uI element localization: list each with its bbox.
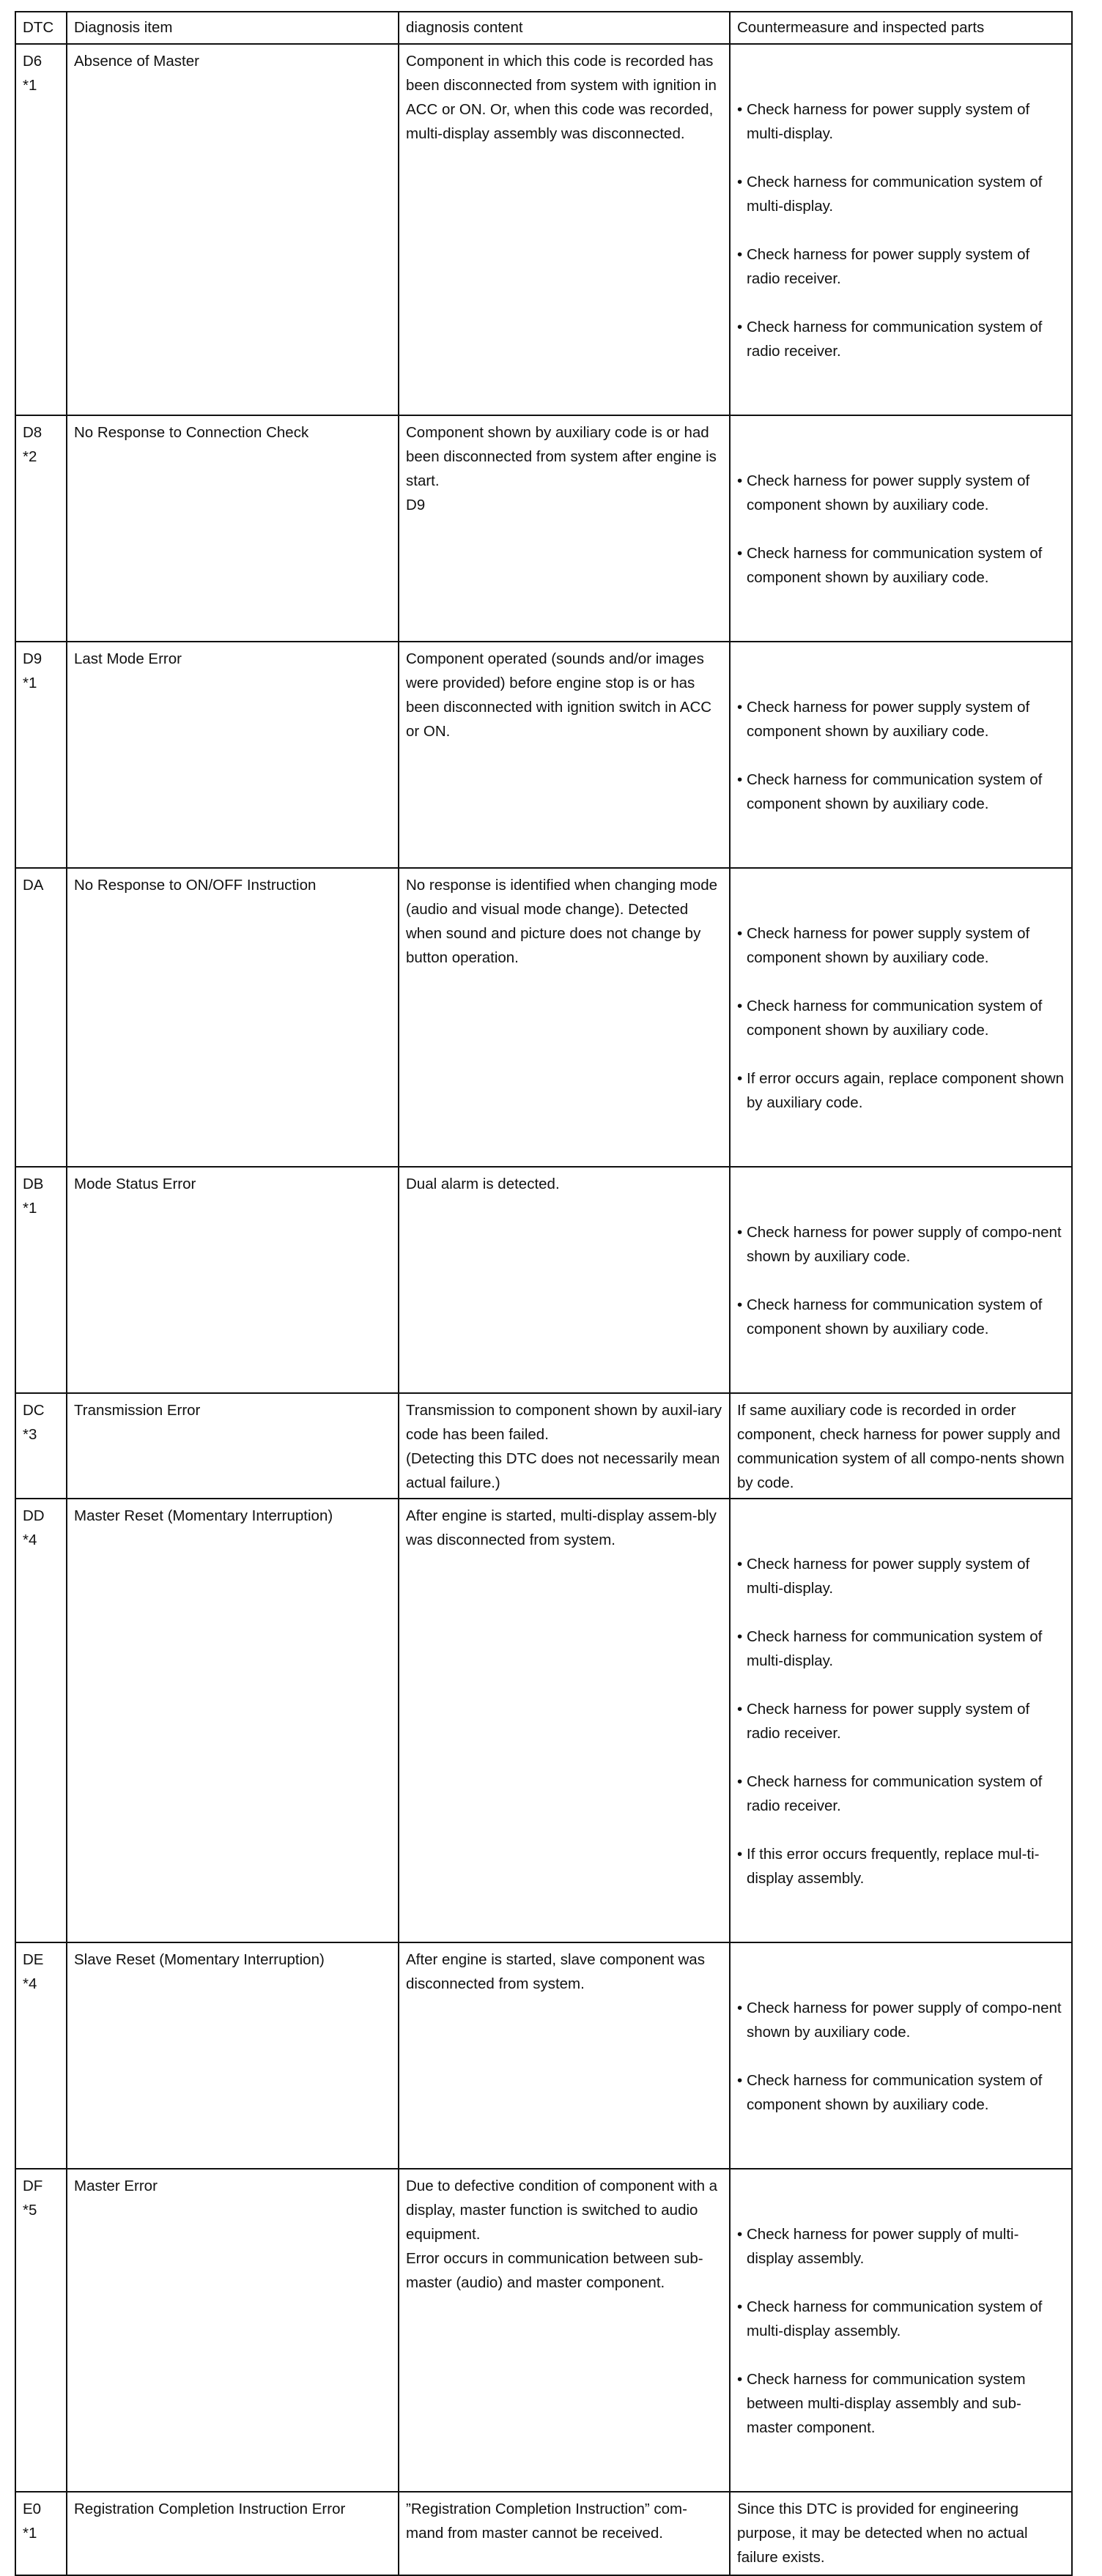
countermeasure-item: • Check harness for communication system of multi-display. [737, 170, 1065, 218]
dtc-table [15, 11, 1073, 2576]
countermeasure-text: Since this DTC is provided for engineering purpose, it may be detected when no actual failure exists. [730, 2492, 1072, 2575]
diagnosis-content: Component operated (sounds and/or images were provided) before engine stop is or has been disconnected with ignition switch in ACC or ON. [399, 642, 730, 868]
dtc-code: DE *4 [15, 1942, 67, 2169]
diagnosis-item: No Response to ON/OFF Instruction [67, 868, 399, 1167]
diagnosis-content: Component in which this code is recorded has been disconnected from system with ignition in ACC or ON. Or, when this code was recorded, multi-display assembly was disconnected. [399, 44, 730, 415]
table-header-row [15, 12, 1072, 44]
countermeasure-item: • If error occurs again, replace component shown by auxiliary code. [737, 1066, 1065, 1115]
header-diagnosis-content: diagnosis content [399, 12, 730, 44]
diagnosis-item: Mode Status Error [67, 1167, 399, 1393]
diagnosis-content: Dual alarm is detected. [399, 1167, 730, 1393]
diagnosis-content: ”Registration Completion Instruction” com-mand from master cannot be received. [399, 2492, 730, 2575]
countermeasure-cell [730, 1942, 1072, 2169]
diagnosis-content: Component shown by auxiliary code is or had been disconnected from system after engine is start. D9 [399, 415, 730, 642]
table-row [15, 1393, 1072, 1499]
countermeasure-item: • If this error occurs frequently, replace mul-ti-display assembly. [737, 1842, 1065, 1890]
header-diagnosis-item: Diagnosis item [67, 12, 399, 44]
countermeasure-item: • Check harness for communication system of multi-display assembly. [737, 2295, 1065, 2343]
diagnosis-item: Transmission Error [67, 1393, 399, 1499]
countermeasure-item: • Check harness for power supply system of radio receiver. [737, 1697, 1065, 1745]
dtc-code: D6 *1 [15, 44, 67, 415]
countermeasure-item: • Check harness for communication system of component shown by auxiliary code. [737, 994, 1065, 1042]
table-row [15, 642, 1072, 868]
countermeasure-item: • Check harness for power supply system of component shown by auxiliary code. [737, 695, 1065, 743]
countermeasure-item: • Check harness for communication system of radio receiver. [737, 1770, 1065, 1818]
diagnosis-content: After engine is started, slave component was disconnected from system. [399, 1942, 730, 2169]
countermeasure-item: • Check harness for power supply system of multi-display. [737, 97, 1065, 146]
table-row [15, 44, 1072, 415]
countermeasure-item: • Check harness for communication system of component shown by auxiliary code. [737, 768, 1065, 816]
dtc-code: DB *1 [15, 1167, 67, 1393]
countermeasure-item: • Check harness for power supply system of radio receiver. [737, 242, 1065, 291]
dtc-code: DA [15, 868, 67, 1167]
countermeasure-item: • Check harness for communication system of component shown by auxiliary code. [737, 1293, 1065, 1341]
countermeasure-item: • Check harness for power supply system of component shown by auxiliary code. [737, 469, 1065, 517]
dtc-code: DF *5 [15, 2169, 67, 2492]
table-row [15, 1167, 1072, 1393]
table-row [15, 415, 1072, 642]
countermeasure-item: • Check harness for communication system of component shown by auxiliary code. [737, 2068, 1065, 2117]
diagnosis-item: Last Mode Error [67, 642, 399, 868]
countermeasure-item: • Check harness for communication system of radio receiver. [737, 315, 1065, 363]
diagnosis-item: Absence of Master [67, 44, 399, 415]
dtc-code: E0 *1 [15, 2492, 67, 2575]
table-row [15, 1942, 1072, 2169]
dtc-code: DD *4 [15, 1499, 67, 1942]
header-dtc: DTC [15, 12, 67, 44]
countermeasure-cell [730, 44, 1072, 415]
countermeasure-item: • Check harness for power supply of multi-display assembly. [737, 2222, 1065, 2271]
diagnosis-content: Due to defective condition of component with a display, master function is switched to audio equipment. Error occurs in communication between sub-master (audio) and master component. [399, 2169, 730, 2492]
diagnosis-item: Master Reset (Momentary Interruption) [67, 1499, 399, 1942]
countermeasure-cell [730, 868, 1072, 1167]
diagnosis-item: No Response to Connection Check [67, 415, 399, 642]
diagnosis-content: No response is identified when changing mode (audio and visual mode change). Detected when sound and picture does not change by button operation. [399, 868, 730, 1167]
countermeasure-item: • Check harness for power supply of compo-nent shown by auxiliary code. [737, 1220, 1065, 1269]
diagnosis-content: After engine is started, multi-display assem-bly was disconnected from system. [399, 1499, 730, 1942]
table-row [15, 2169, 1072, 2492]
countermeasure-cell [730, 415, 1072, 642]
countermeasure-item: • Check harness for communication system of multi-display. [737, 1625, 1065, 1673]
dtc-code: D9 *1 [15, 642, 67, 868]
countermeasure-item: • Check harness for communication system between multi-display assembly and sub-master component. [737, 2367, 1065, 2440]
countermeasure-cell [730, 1167, 1072, 1393]
countermeasure-text: If same auxiliary code is recorded in order component, check harness for power supply and communication system of all compo-nents shown by code. [730, 1393, 1072, 1499]
countermeasure-cell [730, 1499, 1072, 1942]
table-row [15, 1499, 1072, 1942]
header-countermeasure: Countermeasure and inspected parts [730, 12, 1072, 44]
countermeasure-item: • Check harness for power supply system of multi-display. [737, 1552, 1065, 1600]
dtc-code: D8 *2 [15, 415, 67, 642]
countermeasure-item: • Check harness for communication system of component shown by auxiliary code. [737, 541, 1065, 590]
diagnosis-item: Registration Completion Instruction Error [67, 2492, 399, 2575]
dtc-code: DC *3 [15, 1393, 67, 1499]
countermeasure-item: • Check harness for power supply of compo-nent shown by auxiliary code. [737, 1996, 1065, 2044]
countermeasure-item: • Check harness for power supply system of component shown by auxiliary code. [737, 921, 1065, 970]
countermeasure-cell [730, 2169, 1072, 2492]
table-row [15, 2492, 1072, 2575]
diagnosis-item: Slave Reset (Momentary Interruption) [67, 1942, 399, 2169]
diagnosis-content: Transmission to component shown by auxil-iary code has been failed. (Detecting this DTC does not necessarily mean actual failure.) [399, 1393, 730, 1499]
table-row [15, 868, 1072, 1167]
diagnosis-item: Master Error [67, 2169, 399, 2492]
countermeasure-cell [730, 642, 1072, 868]
